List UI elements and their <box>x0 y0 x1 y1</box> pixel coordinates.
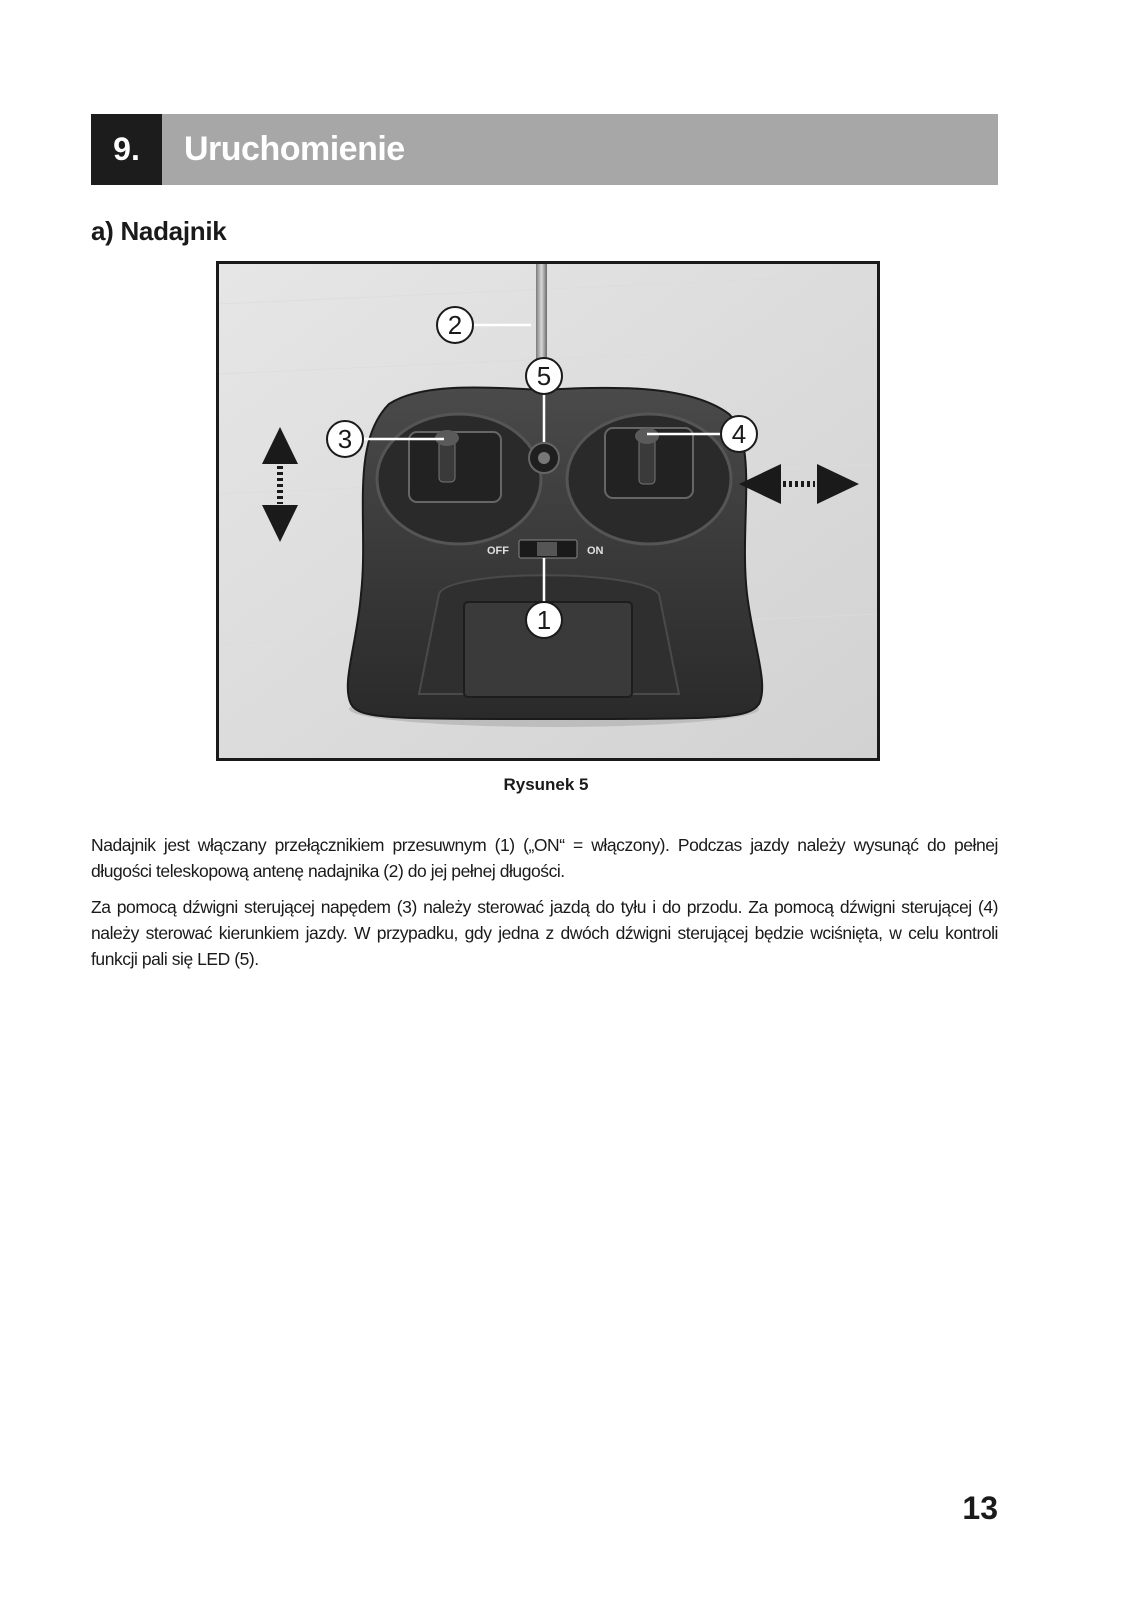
callout-1: 1 <box>536 605 552 635</box>
callout-2: 2 <box>447 310 463 340</box>
transmitter-photo <box>216 261 880 761</box>
paragraph-1: Nadajnik jest włączany przełącznikiem przesuwnym (1) („ON“ = włączony). Podczas jazdy należy wysunąć do pełnej długości teleskopową antenę nadajnika (2) do jej pełnej długości. <box>91 835 998 881</box>
switch-on-label: ON <box>587 545 604 557</box>
subsection-heading: a) Nadajnik <box>91 216 227 246</box>
callout-5: 5 <box>536 361 552 391</box>
section-title: Uruchomienie <box>184 130 405 168</box>
section-header <box>91 114 998 185</box>
callout-4: 4 <box>731 419 747 449</box>
paragraph-2: Za pomocą dźwigni sterującej napędem (3) należy sterować jazdą do tyłu i do przodu. Za pomocą dźwigni sterującej (4) należy sterować kierunkiem jazdy. W przypadku, gdy jedna z dwóch dźwigni sterującej będzie wciśnięta, w celu kontroli funkcji pali się LED (5). <box>91 897 998 969</box>
section-number: 9. <box>91 114 162 185</box>
page-number: 13 <box>962 1490 998 1526</box>
switch-off-label: OFF <box>487 545 509 557</box>
figure-caption: Rysunek 5 <box>503 775 589 794</box>
callout-3: 3 <box>337 424 353 454</box>
